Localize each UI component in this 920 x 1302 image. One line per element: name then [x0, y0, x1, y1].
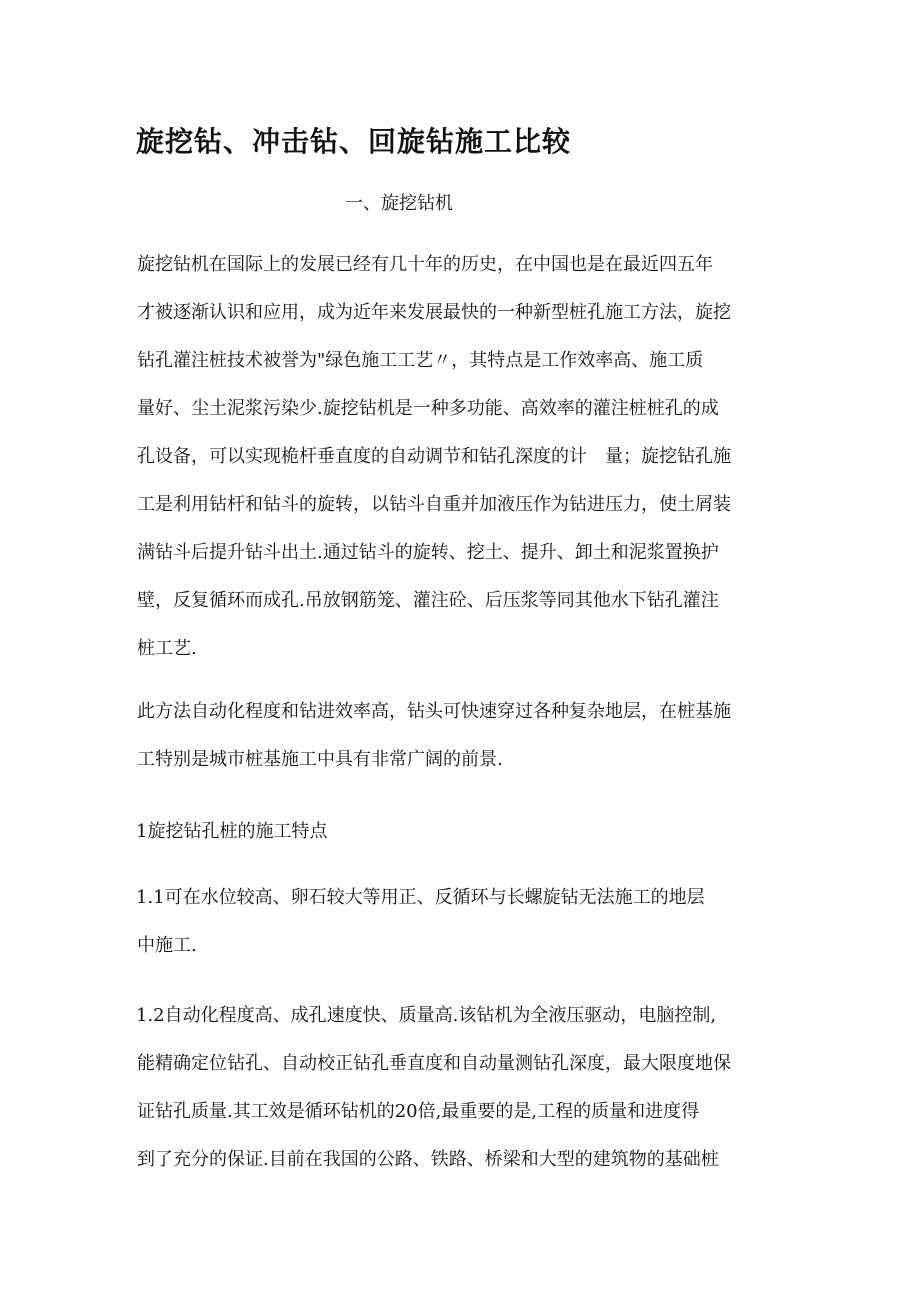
item-1-2-line: 证钻孔质量.其工效是循环钻机的20倍,最重要的是,工程的质量和进度得	[137, 1101, 700, 1122]
section-heading: 一、旋挖钻机	[345, 193, 453, 214]
item-1-1-line: 1.1可在水位较高、卵石较大等用正、反循环与长螺旋钻无法施工的地层	[136, 887, 705, 908]
item-1-1-line: 中施工.	[137, 935, 197, 956]
paragraph-1-line: 桩工艺.	[137, 638, 197, 659]
paragraph-1-line: 钻孔灌注桩技术被誉为"绿色施工工艺〃，其特点是工作效率高、施工质	[137, 350, 704, 371]
paragraph-1-line: 旋挖钻机在国际上的发展已经有几十年的历史，在中国也是在最近四五年	[137, 254, 713, 275]
paragraph-1-line: 壁，反复循环而成孔.吊放钢筋笼、灌注砼、后压浆等同其他水下钻孔灌注	[137, 590, 719, 611]
item-1-2-line: 能精确定位钻孔、自动校正钻孔垂直度和自动量测钻孔深度，最大限度地保	[137, 1053, 731, 1074]
item-1-2-line: 1.2自动化程度高、成孔速度快、质量高.该钻机为全液压驱动，电脑控制,	[136, 1005, 717, 1026]
paragraph-1-line: 满钻斗后提升钻斗出土.通过钻斗的旋转、挖土、提升、卸土和泥浆置换护	[137, 542, 719, 563]
paragraph-2-line: 此方法自动化程度和钻进效率高，钻头可快速穿过各种复杂地层，在桩基施	[137, 701, 731, 722]
paragraph-1-line: 量好、尘土泥浆污染少.旋挖钻机是一种多功能、高效率的灌注桩桩孔的成	[137, 398, 719, 419]
paragraph-1-line: 才被逐渐认识和应用，成为近年来发展最快的一种新型桩孔施工方法，旋挖	[137, 302, 731, 323]
paragraph-2-line: 工特别是城市桩基施工中具有非常广阔的前景.	[137, 749, 503, 770]
subsection-heading: 1旋挖钻孔桩的施工特点	[136, 821, 328, 842]
paragraph-1-line: 孔设备，可以实现桅杆垂直度的自动调节和钻孔深度的计 量；旋挖钻孔施	[137, 446, 731, 467]
item-1-2-line: 到了充分的保证.目前在我国的公路、铁路、桥梁和大型的建筑物的基础桩	[137, 1149, 719, 1170]
document-title: 旋挖钻、冲击钻、回旋钻施工比较	[136, 125, 572, 158]
paragraph-1-line: 工是利用钻杆和钻斗的旋转，以钻斗自重并加液压作为钻进压力，使土屑装	[137, 494, 731, 515]
